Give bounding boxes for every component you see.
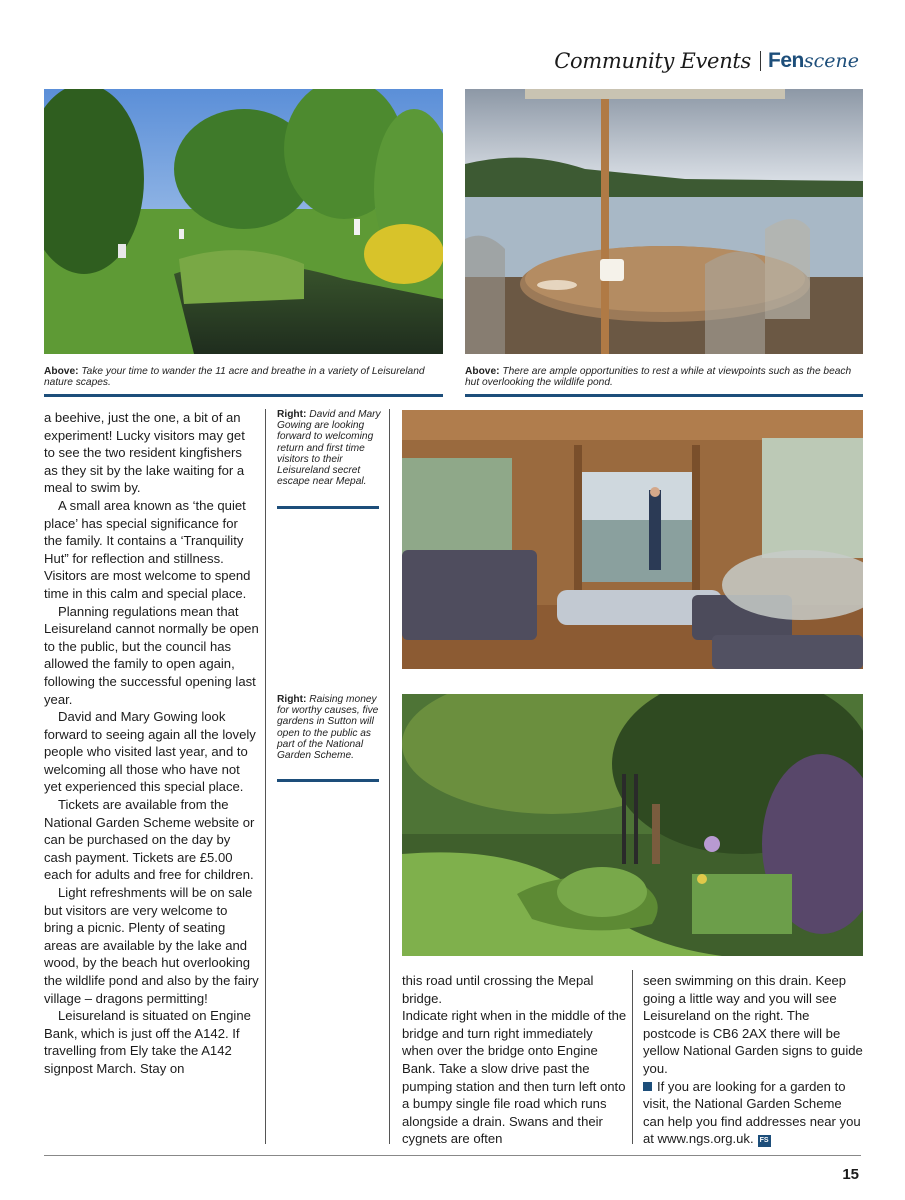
beach-hut-photo: [465, 89, 863, 354]
article-paragraph: A small area known as ‘the quiet place’ has special significance for the family. It contains a ‘Tranquility Hut” for reflection and stillness. Visitors are most welcome to spend time in this calm and special place.: [44, 497, 251, 601]
column-divider: [265, 409, 266, 1144]
caption-text: Take your time to wander the 11 acre and breathe in a variety of Leisureland nature scapes.: [44, 366, 425, 388]
article-paragraph: Tickets are available from the National Garden Scheme website or can be purchased on the day by cash payment. Tickets are £5.00 each for adults and free for children.: [44, 797, 255, 883]
article-paragraph: a beehive, just the one, a bit of an experiment! Lucky visitors may get to see the two resident kingfishers as they sit by the lake waiting for a meal to swim by.: [44, 410, 245, 496]
photo-caption-right: [465, 366, 863, 388]
tranquility-hut-photo: [402, 410, 863, 669]
caption-text: Raising money for worthy causes, five gardens in Sutton will open to the public as part of the National Garden Scheme.: [277, 694, 379, 762]
caption-label: Right:: [277, 409, 307, 420]
caption-label: Right:: [277, 694, 307, 705]
header-divider: [760, 51, 761, 71]
article-paragraph: [643, 1078, 865, 1148]
brand-logo-scene: scene: [803, 50, 859, 72]
footer-rule: [44, 1155, 861, 1156]
caption-text: David and Mary Gowing are looking forward to welcoming return and first time visitors to their Leisureland secret escape near Mepal.: [277, 409, 381, 488]
section-title: Community Events: [554, 49, 752, 73]
article-column-2: [402, 972, 627, 1148]
article-paragraph: Light refreshments will be on sale but visitors are very welcome to bring a picnic. Plenty of seating areas are available by the lake and wood, by the beach hut overlooking the wildlife pond and also by the fairy village – dragons permitting!: [44, 885, 259, 1006]
caption-text: There are ample opportunities to rest a while at viewpoints such as the beach hut overlooking the wildlife pond.: [465, 366, 852, 388]
page-number: 15: [842, 1166, 859, 1183]
article-column-1: [44, 409, 259, 1078]
end-mark-icon: FS: [758, 1135, 771, 1147]
column-divider: [389, 409, 390, 1144]
paragraph-bullet-icon: [643, 1082, 652, 1091]
side-caption-rule: [277, 779, 379, 782]
column-divider: [632, 970, 633, 1144]
caption-label: Above:: [465, 366, 500, 377]
brand-logo-fen: Fen: [768, 49, 804, 72]
caption-rule: [465, 394, 863, 397]
side-caption-rule: [277, 506, 379, 509]
caption-label: Above:: [44, 366, 79, 377]
article-paragraph: seen swimming on this drain. Keep going a little way and you will see Leisureland on the right. The postcode is CB6 2AX there will be yellow National Garden signs to guide you.: [643, 973, 863, 1076]
article-paragraph: David and Mary Gowing look forward to seeing again all the lovely people who visited last year, and to welcoming all those who have not yet experienced this special place.: [44, 709, 256, 795]
nature-scape-photo: [44, 89, 443, 354]
side-caption-1: [277, 409, 381, 487]
side-caption-2: [277, 694, 381, 761]
article-paragraph: Planning regulations mean that Leisureland cannot normally be open to the public, but the council has allowed the family to open again, following the successful opening last year.: [44, 603, 259, 707]
article-column-3: [643, 972, 865, 1148]
running-header: [554, 46, 859, 76]
sutton-garden-photo: [402, 694, 863, 956]
closing-text: If you are looking for a garden to visit, the National Garden Scheme can help you find addresses near you at www.ngs.org.uk.: [643, 1078, 861, 1147]
article-paragraph: this road until crossing the Mepal bridge.: [402, 973, 594, 1006]
article-paragraph: Leisureland is situated on Engine Bank, which is just off the A142. If travelling from Ely take the A142 signpost March. Stay on: [44, 1008, 251, 1076]
photo-caption-left: [44, 366, 443, 388]
article-paragraph: Indicate right when in the middle of the bridge and turn right immediately when over the bridge onto Engine Bank. Take a slow drive past the pumping station and then turn left onto a bumpy single file road which runs alongside a drain. Swans and their cygnets are often: [402, 1008, 627, 1147]
caption-rule: [44, 394, 443, 397]
